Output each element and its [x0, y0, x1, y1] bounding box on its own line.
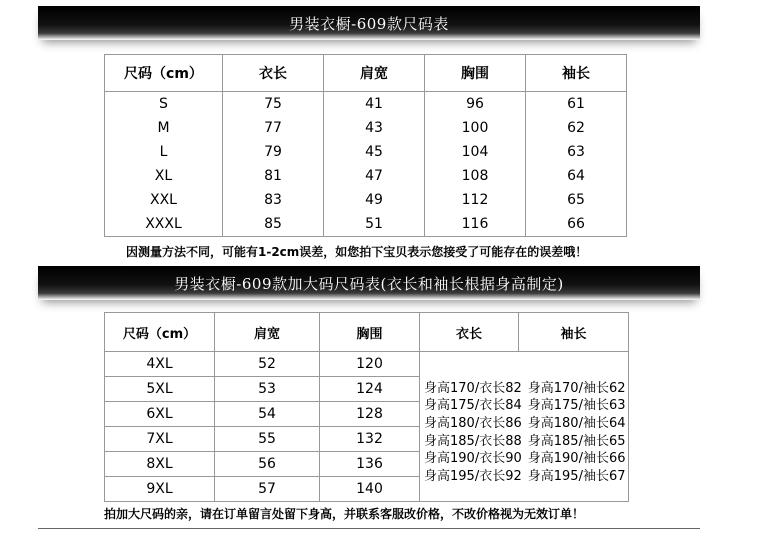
plus-size-chart-banner [38, 266, 700, 300]
size-cell: 5XL [105, 377, 215, 402]
header-size: 尺码（cm） [105, 55, 223, 92]
chest-cell: 124 [320, 377, 420, 402]
list-item: 身高170/衣长82 [424, 380, 522, 396]
measurement-error-note: 因测量方法不同，可能有1-2cm误差，如您拍下宝贝表示您接受了可能存在的误差哦！ [126, 245, 588, 259]
sleeve-cell: 65 [526, 188, 627, 212]
header-size: 尺码（cm） [105, 313, 215, 352]
size-cell: XL [105, 164, 223, 188]
length-cell: 77 [223, 116, 324, 140]
size-chart-table [104, 54, 627, 237]
list-item: 身高170/袖长62 [527, 380, 626, 396]
shoulder-cell: 53 [215, 377, 320, 402]
table-row [105, 212, 627, 237]
list-item: 身高185/衣长88 [424, 433, 522, 449]
shoulder-cell: 49 [324, 188, 425, 212]
height-based-length-sleeve-cell [420, 352, 629, 502]
sleeve-cell: 61 [526, 92, 627, 117]
header-chest: 胸围 [425, 55, 526, 92]
shoulder-cell: 54 [215, 402, 320, 427]
sleeve-by-height-list [528, 380, 626, 486]
table-row [105, 188, 627, 212]
length-cell: 79 [223, 140, 324, 164]
list-item: 身高175/衣长84 [424, 398, 522, 414]
plus-size-header-row [105, 313, 629, 352]
list-item: 身高195/袖长67 [527, 468, 626, 484]
header-sleeve: 袖长 [519, 313, 629, 352]
list-item: 身高190/衣长90 [424, 451, 522, 467]
chest-cell: 104 [425, 140, 526, 164]
shoulder-cell: 52 [215, 352, 320, 377]
bottom-divider [38, 528, 700, 529]
length-by-height-list [424, 380, 522, 486]
shoulder-cell: 43 [324, 116, 425, 140]
sleeve-cell: 64 [526, 164, 627, 188]
table-row [105, 352, 629, 377]
length-cell: 75 [223, 92, 324, 117]
size-cell: 7XL [105, 427, 215, 452]
chest-cell: 132 [320, 427, 420, 452]
shoulder-cell: 41 [324, 92, 425, 117]
header-length: 衣长 [223, 55, 324, 92]
shoulder-cell: 56 [215, 452, 320, 477]
length-cell: 81 [223, 164, 324, 188]
size-cell: S [105, 92, 223, 117]
chest-cell: 100 [425, 116, 526, 140]
size-cell: 8XL [105, 452, 215, 477]
plus-size-order-note: 拍加大尺码的亲，请在订单留言处留下身高，并联系客服改价格，不改价格视为无效订单！ [104, 507, 585, 521]
list-item: 身高180/衣长86 [424, 415, 522, 431]
table-row [105, 116, 627, 140]
size-chart-header-row [105, 55, 627, 92]
shoulder-cell: 47 [324, 164, 425, 188]
plus-size-chart-title: 男装衣橱-609款加大码尺码表(衣长和袖长根据身高制定) [174, 274, 564, 293]
sleeve-cell: 66 [526, 212, 627, 237]
sleeve-cell: 62 [526, 116, 627, 140]
header-shoulder: 肩宽 [215, 313, 320, 352]
chest-cell: 120 [320, 352, 420, 377]
list-item: 身高195/衣长92 [424, 468, 522, 484]
size-cell: XXXL [105, 212, 223, 237]
list-item: 身高175/袖长63 [527, 398, 626, 414]
shoulder-cell: 55 [215, 427, 320, 452]
size-chart-banner [38, 6, 700, 40]
length-cell: 83 [223, 188, 324, 212]
plus-size-chart-table [104, 312, 629, 502]
list-item: 身高190/袖长66 [527, 451, 626, 467]
size-cell: 9XL [105, 477, 215, 502]
length-cell: 85 [223, 212, 324, 237]
size-cell: 6XL [105, 402, 215, 427]
header-length: 衣长 [420, 313, 519, 352]
chest-cell: 116 [425, 212, 526, 237]
chest-cell: 128 [320, 402, 420, 427]
chest-cell: 136 [320, 452, 420, 477]
size-cell: 4XL [105, 352, 215, 377]
size-cell: XXL [105, 188, 223, 212]
table-row [105, 92, 627, 117]
chest-cell: 112 [425, 188, 526, 212]
header-sleeve: 袖长 [526, 55, 627, 92]
chest-cell: 140 [320, 477, 420, 502]
shoulder-cell: 51 [324, 212, 425, 237]
list-item: 身高185/袖长65 [527, 433, 626, 449]
header-chest: 胸围 [320, 313, 420, 352]
shoulder-cell: 57 [215, 477, 320, 502]
chest-cell: 96 [425, 92, 526, 117]
size-cell: M [105, 116, 223, 140]
size-chart-title: 男装衣橱-609款尺码表 [289, 14, 449, 33]
shoulder-cell: 45 [324, 140, 425, 164]
table-row [105, 140, 627, 164]
table-row [105, 164, 627, 188]
size-cell: L [105, 140, 223, 164]
chest-cell: 108 [425, 164, 526, 188]
list-item: 身高180/袖长64 [527, 415, 626, 431]
sleeve-cell: 63 [526, 140, 627, 164]
header-shoulder: 肩宽 [324, 55, 425, 92]
